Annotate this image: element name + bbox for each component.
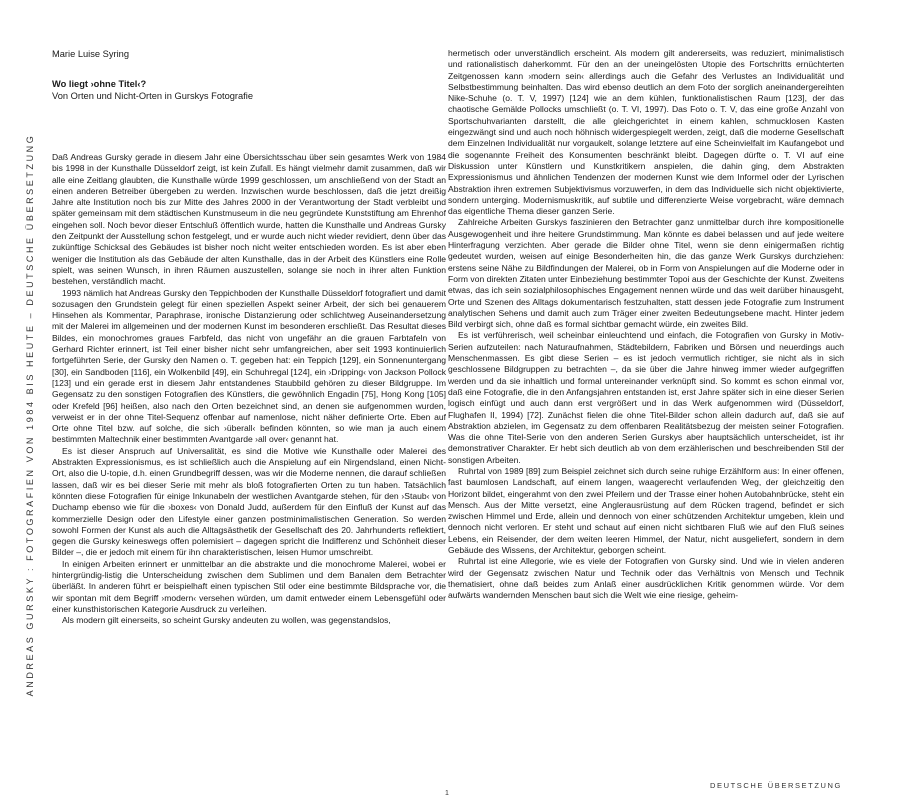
paragraph: In einigen Arbeiten erinnert er unmittelbar an die abstrakte und die monochrome Malerei, wobei er hintergründig-listig die Unterscheidung zwischen dem Sublimen und dem Banalen dem Betrachter überläßt. In anderen führt er beispielhaft einen typischen Stil oder eine bestimmte Bildsprache vor, die wir spontan mit dem Begriff ›modern‹ versehen würden, um damit entweder einem Lebensgefühl oder einer kunsthistorischen Kategorie Ausdruck zu verleihen. [52, 558, 446, 614]
page-number: 1 [445, 790, 449, 797]
sidebar-title-text: ANDREAS GURSKY : FOTOGRAFIEN VON 1984 BIS HEUTE – DEUTSCHE ÜBERSETZUNG [25, 133, 35, 697]
paragraph: Als modern gilt einerseits, so scheint Gursky andeuten zu wollen, was gegenstandslos, [62, 615, 391, 626]
article-title: Wo liegt ›ohne Titel‹? [52, 79, 147, 89]
paragraph: Ruhrtal von 1989 [89] zum Beispiel zeichnet sich durch seine ruhige Erzählform aus: In einer offenen, fast baumlosen Landschaft, auf einem langen, waagerecht verlaufenden Weg, der gleichzeitig den Horizont bildet, eingerahmt von den zwei Pfeilern und der Trasse einer hohen Autobahnbrücke, steht ein Mensch. Aus der Mitte versetzt, eine Anglerausrüstung auf dem Rücken tragend, befindet er sich zwischen Himmel und Erde, allein und dennoch von einer schützenden Architektur umgeben, klein und dennoch nicht verloren. Er steht und schaut auf einen nicht sichtbaren Fluß wie auf den Fluß seines Lebens, ein Reisender, der dem weiten leeren Himmel, der Natur, nicht ausgeliefert, sondern in dem Gebäude des Wissens, der Architektur, geborgen scheint. [448, 465, 844, 556]
author-name: Marie Luise Syring [52, 49, 129, 59]
paragraph: Daß Andreas Gursky gerade in diesem Jahr eine Übersichtsschau über sein gesamtes Werk von 1984 bis 1998 in der Kunsthalle Düsseldorf zeigt, ist kein Zufall. Es hängt vielmehr damit zusammen, daß wir alle eine Zeitlang glaubten, die Kunsthalle würde 1999 geschlossen, um anschließend von der Stadt an einen anderen Betreiber übergeben zu werden. Inzwischen wurde beschlossen, daß die jetzt dreißig Jahre alte Institution noch bis zur Mitte des Jahres 2000 in der Verantwortung der Stadt verbleibt und später gemeinsam mit dem städtischen Kunstmuseum in die neu gegründete Kunststiftung am Ehrenhof eingehen soll. Noch bevor dieser Entschluß öffentlich wurde, hatten die Kunsthalle und Andreas Gursky den Zeitpunkt der Ausstellung schon festgelegt, und er wurde auch nicht wieder revidiert, denn über das zukünftige Schicksal des Gebäudes ist bisher noch nicht weiter entschieden worden. Es ist aber eben weniger die Institution als das Gebäude der alten Kunsthalle, das in der Arbeit des Künstlers eine Rolle spielt, was seinen Wunsch, in ihren Räumen auszustellen, solange sie noch in ihrer alten Funktion bestehen, verständlich macht. [52, 152, 446, 287]
paragraph: Es ist verführerisch, weil scheinbar einleuchtend und einfach, die Fotografien von Gursky in Motiv-Serien aufzuteilen: nach Naturaufnahmen, Städtebildern, Fabriken und Börsen und neuerdings auch Menschenmassen. Es gibt diese Serien – es ist jedoch vermutlich richtiger, sie nicht als in sich geschlossene Bildgruppen zu betrachten –, da sie über die Jahre hinweg immer wieder aufgegriffen werden und da sie inhaltlich und formal untereinander verknüpft sind. So kommt es schon einmal vor, daß eine Fotografie, die in den Anfangsjahren entstanden ist, erst Jahre später sich in eine dieser Serien logisch einfügt und auch dann erst vergrößert und in das Werk aufgenommen wird (Düsseldorf, Flughafen II, 1994) [72]. Zunächst fielen die ohne Titel-Bilder schon allein dadurch auf, daß sie auf Abstraktion abzielen, im Gegensatz zu dem offenbaren Realitätsbezug der meisten seiner Fotografien. Was die ohne Titel-Serie von den anderen Serien Gurskys aber hauptsächlich unterscheidet, ist ihr demonstrativer Charakter. Er hebt sich deutlich ab von dem erzählerischen und beschreibenden Stil der sonstigen Arbeiten. [448, 330, 844, 465]
article-subtitle: Von Orten und Nicht-Orten in Gurskys Fotografie [52, 91, 254, 101]
paragraph: hermetisch oder unverständlich erscheint. Als modern gilt andererseits, was reduziert, minimalistisch und rationalistisch daherkommt. Für den an der uneingelösten Utopie des Fortschritts ernüchterten Zeitgenossen kann ›modern sein‹ allerdings auch die Gefahr des Verlustes an Individualität und Selbstbestimmung beinhalten. Das wird ebenso deutlich an dem Foto der sorglich aneinandergereihten Nike-Schuhe (o. T. V, 1997) [124] wie an dem kühlen, funktionalistischen Raum [123], der das chaotische Gemälde Pollocks umschließt (o. T. VI, 1997). Das Foto o. T. V, das eine große Anzahl von Sportschuhvarianten darstellt, die alle gleichgerichtet in einem kahlen, schmucklosen Kasten eingezwängt sind und auch noch höhnisch widergespiegelt werden, zeigt, daß die moderne Gesellschaft dem Einzelnen Individualität nur vorgaukelt, solange letztere auf eine Scheinvielfalt im Kaufangebot und die sogenannte Freiheit des Konsumenten beschränkt bleibt. Dagegen dürfte o. T. VI auf eine Diskussion unter Künstlern und Kunstkritikern anspielen, die dahin ging, dem Abstrakten Expressionismus und ähnlichen Tendenzen der modernen Kunst wie dem Informel oder der Lyrischen Abstraktion ihren extremen Subjektivismus vorzuwerfen, in dem das Individuelle sich nicht objektivierte, sondern unterging. Modernismuskritik, auf subtile und differenzierte Weise vorgebracht, wäre demnach das eigentliche Thema dieser ganzen Serie. [448, 48, 844, 217]
vertical-sidebar-title [22, 30, 38, 800]
paragraph: Zahlreiche Arbeiten Gurskys faszinieren den Betrachter ganz unmittelbar durch ihre kompositionelle Ausgewogenheit und ihre heitere Grundstimmung. Man könnte es dabei belassen und auf jede weitere Hinterfragung verzichten. Aber gerade die Bilder ohne Titel, wenn sie denn einigermaßen richtig gedeutet wurden, weisen auf einige Besonderheiten hin, die das ganze Werk Gurskys durchziehen: erstens seine Nähe zu Bildfindungen der Malerei, ob in Form von Anspielungen auf die Moderne oder in Form von direkten Zitaten unter Einbeziehung bestimmter Topoi aus der Geschichte der Kunst. Zweitens etwas, das ich sein sozialphilosophisches Engagement nennen würde und das weit darüber hinausgeht, Orte und Szenen des Alltags dokumentarisch festzuhalten, statt dessen jede Fotografie zum Instrument analytischen Sehens und damit auch zum Träger einer zweiten Bedeutungsebene macht. Hinter jedem Bild verbirgt sich, ohne daß es formal sichtbar gemacht würde, ein zweites Bild. [448, 217, 844, 330]
paragraph: 1993 nämlich hat Andreas Gursky den Teppichboden der Kunsthalle Düsseldorf fotografiert und damit sozusagen den Grundstein gelegt für einen speziellen Aspekt seiner Arbeit, der sich bei genauerem Hinsehen als Kommentar, Paraphrase, ironische Distanzierung oder schlichtweg Auseinandersetzung mit der Malerei im allgemeinen und der modernen Kunst im besonderen erschließt. Das Resultat dieses Bildes, ein monochromes graues Farbfeld, das nicht von ungefähr an die grauen Farbtafeln von Gerhard Richter erinnert, ist Teil einer bisher nicht sehr umfangreichen, aber seit 1993 kontinuierlich fortgeführten Serie, der Gursky den Namen o. T. gegeben hat: ein Teppich [129], ein Sonnenuntergang [30], ein Sandboden [116], ein Wolkenbild [49], ein Schuhregal [124], ein ›Dripping‹ von Jackson Pollock [123] und ein gerade erst in diesem Jahr entstandenes Staubbild gehören zu dieser Bildgruppe. Im Gegensatz zu den sonstigen Fotografien des Künstlers, die gewöhnlich Engadin [75], Hong Kong [105] oder Krefeld [96] heißen, also nach den Orten bezeichnet sind, an denen sie aufgenommen wurden, verweist er in der ohne Titel-Sequenz offenbar auf namenlose, nicht näher definierte Orte. Eben auf Orte ohne Titel bzw. auf solche, die sich ›überall‹ befinden könnten, so wie man ja auch einem bestimmten Maltechnik einer bestimmten Avantgarde ›all over‹ genannt hat. [52, 287, 446, 445]
footer-section-label: DEUTSCHE ÜBERSETZUNG [709, 781, 842, 790]
paragraph: Ruhrtal ist eine Allegorie, wie es viele der Fotografien von Gursky sind. Und wie in vielen anderen wird der Gegensatz zwischen Natur und Technik oder das Verhältnis von Mensch und Technik thematisiert, ohne daß beides zum Anlaß einer ausdrücklichen Kritik genommen würde. Vor dem aufwärts wandernden Menschen baut sich die Welt wie eine riesige, geheim- [448, 556, 844, 601]
paragraph: Es ist dieser Anspruch auf Universalität, es sind die Motive wie Kunsthalle oder Malerei des Abstrakten Expressionismus, es ist schließlich auch die Anspielung auf ein Nirgendsland, einen Nicht-Ort, also die U-topie, d.h. einen Grundbegriff dessen, was wir die Moderne nennen, die darauf schließen lassen, daß wir es bei dieser Serie mit mehr als bloß fotografierten Orten zu tun haben. Tatsächlich könnten diese Fotografien für einige Inkunabeln der westlichen Avantgarde stehen, für den ›Staub‹ von Duchamp ebenso wie für die ›boxes‹ von Donald Judd, außerdem für den Einfluß der Kunst auf das kommerzielle Design oder den Lifestyle einer ganzen postminimalistischen Generation. So werden sowohl Formen der Kunst als auch die Alltagsästhetik der Gesellschaft des 20. Jahrhunderts reflektiert, gegen die Gursky keineswegs offen polemisiert – dagegen spricht die Indifferenz und Schönheit dieser Bilder –, die er jedoch mit einem für ihn charakteristischen, leisen Humor umschreibt. [52, 445, 446, 558]
left-column [52, 48, 446, 626]
right-column [448, 48, 844, 602]
